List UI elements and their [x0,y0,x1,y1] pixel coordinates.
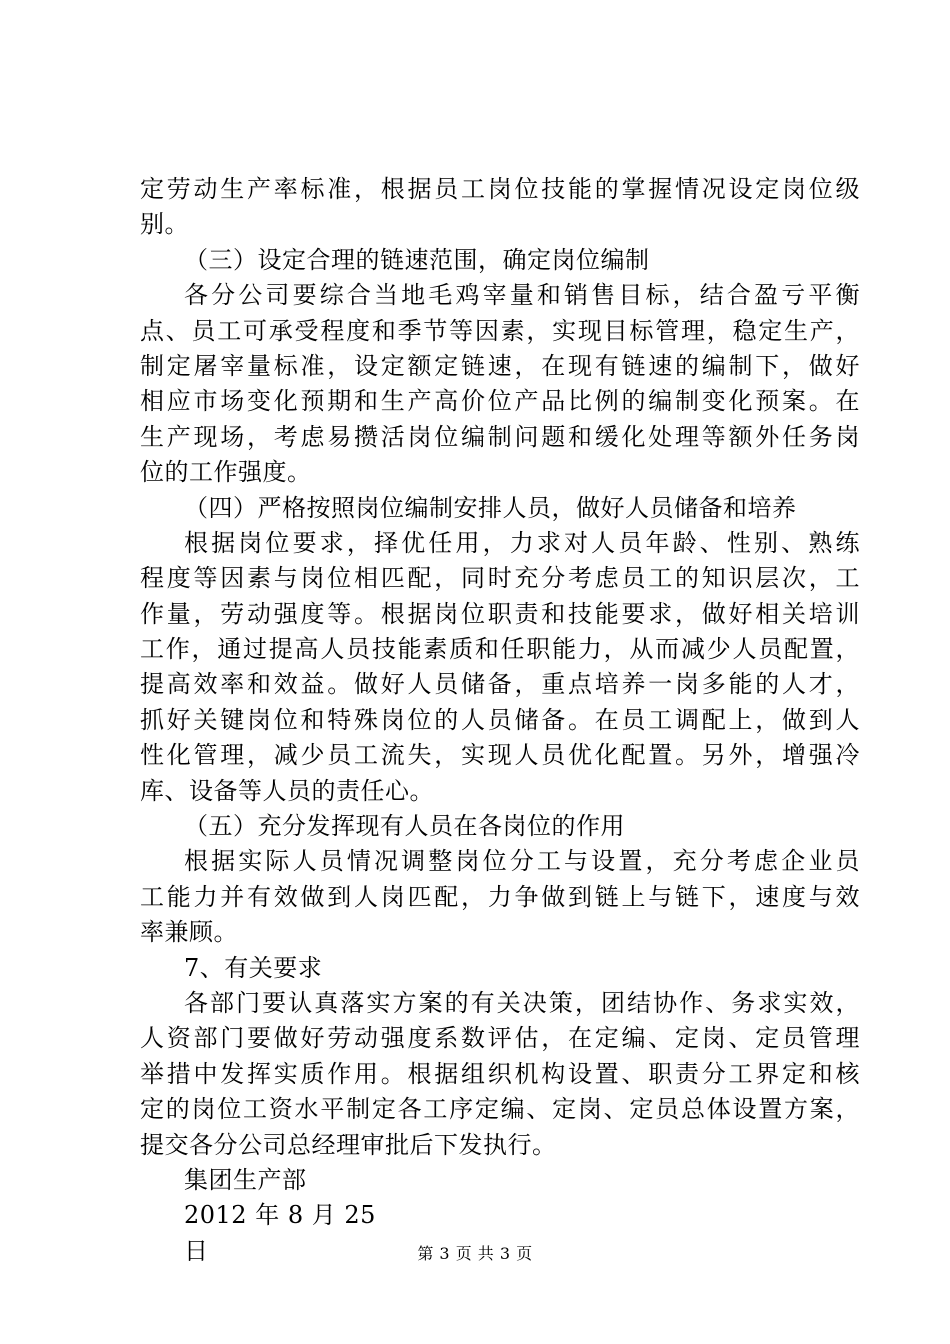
text-line: 人资部门要做好劳动强度系数评估，在定编、定岗、定员管理 [140,1024,860,1053]
text-line: 各分公司要综合当地毛鸡宰量和销售目标，结合盈亏平衡 [184,281,860,310]
text-line: 根据实际人员情况调整岗位分工与设置，充分考虑企业员 [184,847,860,876]
text-line: 定的岗位工资水平制定各工序定编、定岗、定员总体设置方案， [140,1095,860,1124]
page-footer: 第 3 页 共 3 页 [417,1244,533,1263]
text-line: 生产现场，考虑易攒活岗位编制问题和缓化处理等额外任务岗 [140,422,860,451]
text-line: 相应市场变化预期和生产高价位产品比例的编制变化预案。在 [140,387,860,416]
text-line: 作量，劳动强度等。根据岗位职责和技能要求，做好相关培训 [140,599,860,628]
text-line: 定劳动生产率标准，根据员工岗位技能的掌握情况设定岗位级 [140,175,860,203]
text-line: （三）设定合理的链速范围，确定岗位编制 [184,245,650,274]
text-line: 程度等因素与岗位相匹配，同时充分考虑员工的知识层次，工 [140,564,860,593]
text-line: 别。 [140,210,189,239]
text-line: 2012 年 8 月 25 [184,1201,376,1230]
text-line: 根据岗位要求，择优任用，力求对人员年龄、性别、熟练 [184,528,860,557]
text-line: 集团生产部 [184,1165,307,1194]
text-line: （四）严格按照岗位编制安排人员，做好人员储备和培养 [184,493,797,522]
text-line: 工作，通过提高人员技能素质和任职能力，从而减少人员配置， [140,635,860,664]
text-line: （五）充分发挥现有人员在各岗位的作用 [184,812,625,841]
text-line: 点、员工可承受程度和季节等因素，实现目标管理，稳定生产， [140,316,860,345]
text-line: 7、有关要求 [184,953,323,982]
text-line: 率兼顾。 [140,918,238,947]
document-body [140,172,860,1269]
text-line: 制定屠宰量标准，设定额定链速，在现有链速的编制下，做好 [140,351,860,380]
text-line: 性化管理，减少员工流失，实现人员优化配置。另外，增强冷 [140,741,860,770]
text-line: 库、设备等人员的责任心。 [140,776,434,805]
text-line: 抓好关键岗位和特殊岗位的人员储备。在员工调配上，做到人 [140,705,860,734]
text-line: 举措中发挥实质作用。根据组织机构设置、职责分工界定和核 [140,1059,860,1088]
text-line: 位的工作强度。 [140,458,312,487]
text-line: 各部门要认真落实方案的有关决策，团结协作、务求实效， [184,988,860,1017]
text-line: 提高效率和效益。做好人员储备，重点培养一岗多能的人才， [140,670,860,699]
text-line: 日 [184,1236,209,1265]
text-line: 工能力并有效做到人岗匹配，力争做到链上与链下，速度与效 [140,882,860,911]
text-line: 提交各分公司总经理审批后下发执行。 [140,1130,557,1159]
